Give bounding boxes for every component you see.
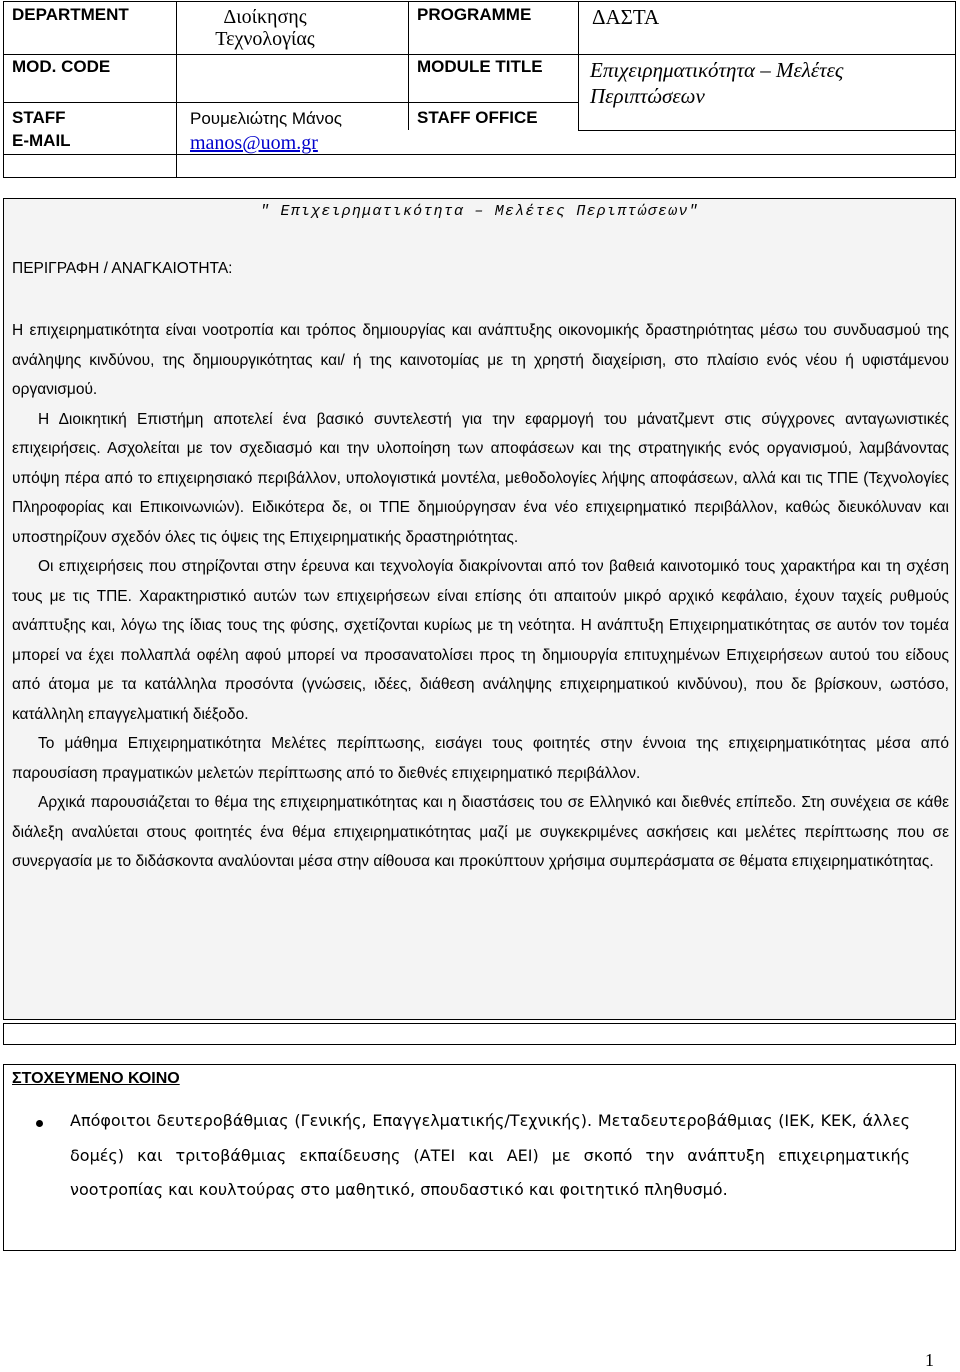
description-paragraph: Η επιχειρηματικότητα είναι νοοτροπία και τρόπος δημιουργίας και ανάπτυξης οικονομικής δραστηριότητας μέσω του συνδυασμού της ανάληψης κινδύνου, της δημιουργικότητας και/ ή της καινοτομίας με τη χρηστή διαχείριση, στο πλαίσιο ενός νέου ή υφιστάμενου οργανισμού. [12, 322, 949, 398]
description-paragraph: Αρχικά παρουσιάζεται το θέμα της επιχειρηματικότητας και η διαστάσεις του σε Ελληνικό και διεθνές επίπεδο. Στη συνέχεια σε κάθε διάλεξη αναλύεται στους φοιτητές ένα θέμα επιχειρηματικότητας μαζί με συγκεκριμένες ασκήσεις και μελέτες περίπτωσης που σε συνεργασία με το διδάσκοντα αναλύονται μέσα στην αίθουσα και προκύπτουν χρήσιμα συμπεράσματα σε θέματα επιχειρηματικότητας. [12, 794, 949, 870]
course-title: " Επιχειρηματικότητα – Μελέτες Περιπτώσεων" [260, 203, 699, 220]
target-audience-heading: ΣΤΟΧΕΥΜΕΝΟ ΚΟΙΝΟ [12, 1070, 180, 1087]
staff-office-label: STAFF OFFICE [417, 108, 538, 127]
department-label: DEPARTMENT [12, 5, 129, 24]
staff-value: Ρουμελιώτης Μάνος [190, 109, 342, 128]
table-divider [4, 102, 578, 103]
department-value: Διοίκησης Τεχνολογίας [215, 6, 315, 50]
module-title-value: Επιχειρηματικότητα – Μελέτες Περιπτώσεων [590, 58, 844, 108]
description-paragraph: Οι επιχειρήσεις που στηρίζονται στην έρευνα και τεχνολογία διακρίνονται από τον βαθειά καινοτομικό τους χαρακτήρα και τη σχέση τους με τις ΤΠΕ. Χαρακτηριστικό αυτών των επιχειρήσεων είναι επίσης ότι απαιτούν μικρό αρχικό κεφάλαιο, έχουν ταχείς ρυθμούς ανάπτυξης και, λόγω της ίδιας τους της φύσης, σχετίζονται κυρίως με τη νεότητα. Η ανάπτυξη Επιχειρηματικότητας σε αυτόν τον τομέα μπορεί να έχει πολλαπλά οφέλη αφού μπορεί να προσανατολίσει προς τη δημιουργία επιτυχημένων Επιχειρήσεων αυτού του είδους από άτομα με τα κατάλληλα προσόντα (γνώσεις, ιδέες, διάθεση ανάληψης επιχειρηματικού κινδύνου), που δε βρίσκουν, ωστόσο, κατάλληλη επαγγελματική διέξοδο. [12, 558, 949, 723]
description-heading: ΠΕΡΙΓΡΑΦΗ / ΑΝΑΓΚΑΙΟΤΗΤΑ: [12, 260, 233, 277]
programme-value: ΔΑΣΤΑ [592, 5, 660, 29]
table-divider [4, 154, 956, 155]
staff-label: STAFF [12, 108, 66, 127]
description-paragraph: Το μάθημα Επιχειρηματικότητα Μελέτες περίπτωσης, εισάγει τους φοιτητές στην έννοια της επιχειρηματικότητας μέσα από παρουσίαση πραγματικών μελετών περίπτωσης από το διεθνές επιχειρηματικό περιβάλλον. [12, 735, 949, 782]
empty-row [3, 1023, 956, 1045]
table-divider [578, 130, 956, 131]
programme-label: PROGRAMME [417, 5, 532, 24]
email-link[interactable]: manos@uom.gr [190, 132, 318, 154]
table-divider [578, 54, 956, 55]
description-body [12, 316, 949, 877]
page-number: 1 [925, 1350, 934, 1370]
bullet-icon [36, 1120, 43, 1127]
mod-code-label: MOD. CODE [12, 57, 111, 76]
target-audience-box [3, 1064, 956, 1251]
list-item: Απόφοιτοι δευτεροβάθμιας (Γενικής, Επαγγελματικής/Τεχνικής). Μεταδευτεροβάθμιας (ΙΕΚ, ΚΕΚ, άλλες δομές) και τριτοβάθμιας εκπαίδευσης (ΑΤΕΙ και ΑΕΙ) με σκοπό την ανάπτυξη επιχειρηματικής νοοτροπίας και κουλτούρας στο μαθητικό, σπουδαστικό και φοιτητικό πληθυσμό. [70, 1111, 910, 1199]
description-paragraph: Η Διοικητική Επιστήμη αποτελεί ένα βασικό συντελεστή για την εφαρμογή του μάνατζμεντ στις σύγχρονες ανταγωνιστικές επιχειρήσεις. Ασχολείται με τον σχεδιασμό και την υλοποίηση των αποφάσεων και της στρατηγικής ενός οργανισμού, λαμβάνοντας υπόψη πέρα από το επιχειρησιακό περιβάλλον, υπολογιστικά μοντέλα, μεθοδολογίες λήψης αποφάσεων, αλλά και τις ΤΠΕ (Τεχνολογίες Πληροφορίας και Επικοινωνιών). Ειδικότερα δε, οι ΤΠΕ δημιούργησαν ένα νέο επιχειρηματικό περιβάλλον, καθώς διευκόλυναν και υποστηρίζουν σχεδόν όλες τις όψεις της Επιχειρηματικής δραστηριότητας. [12, 410, 949, 546]
email-label: E-MAIL [12, 131, 71, 150]
table-divider [176, 2, 177, 178]
table-divider [408, 2, 409, 130]
table-divider [578, 2, 579, 130]
table-divider [4, 54, 578, 55]
description-box [3, 198, 956, 1020]
module-title-label: MODULE TITLE [417, 57, 543, 76]
header-table [3, 1, 956, 178]
